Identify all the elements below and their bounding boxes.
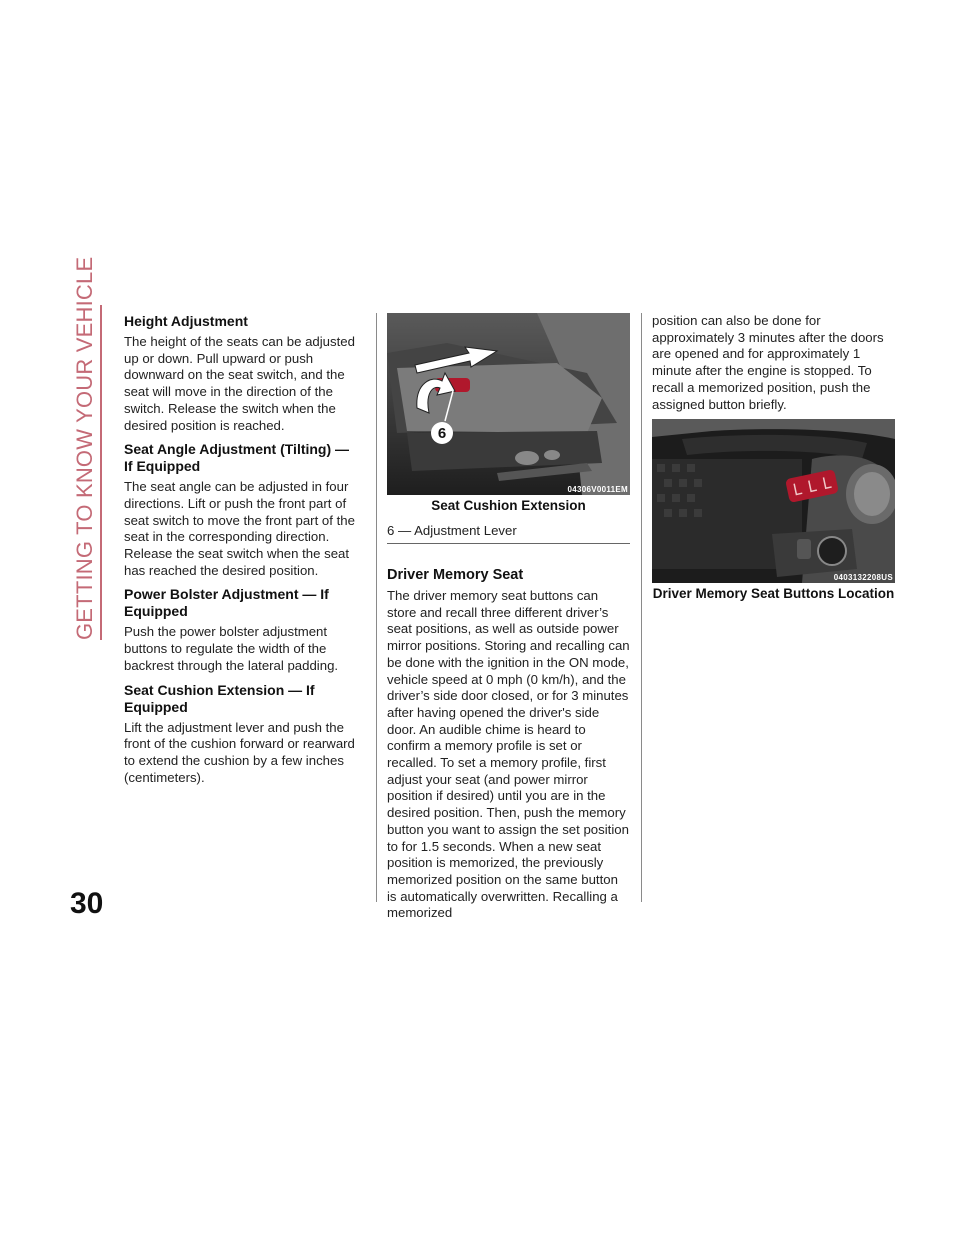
column-3 bbox=[652, 313, 895, 611]
memory-buttons-figure bbox=[652, 419, 895, 583]
paragraph-driver-memory-seat: The driver memory seat buttons can store and recall three different driver’s seat positions, as well as outside power mirror positions. Storing and recalling can be done with the ignition in the ON mode, vehicle speed at 0 mph (0 km/h), and the driver’s side door closed, or for 3 minutes after having opened the driver's side door. An audible chime is heard to confirm a memory profile is set or recalled. To set a memory profile, first adjust your seat (and power mirror position if desired) until you are in the desired position. Then, push the memory button you want to assign the set position to for 1.5 seconds. When a new seat position is memorized, the previously memorized position on the same button is automatically overwritten. Recalling a memorized bbox=[387, 588, 630, 921]
paragraph-power-bolster: Push the power bolster adjustment buttons to regulate the width of the backrest through the lateral padding. bbox=[124, 624, 339, 673]
column-divider bbox=[641, 313, 642, 902]
heading-power-bolster: Power Bolster Adjustment — If Equipped bbox=[124, 586, 329, 620]
column-2 bbox=[387, 313, 630, 929]
figure-code: 0403132208US bbox=[833, 573, 893, 583]
paragraph-seat-angle: The seat angle can be adjusted in four directions. Lift or push the front part of seat switch to move the front part of the seat in the corresponding direction. Release the seat switch when the seat has reached the desired position. bbox=[124, 479, 355, 578]
heading-cushion-extension: Seat Cushion Extension — If Equipped bbox=[124, 681, 315, 715]
paragraph-height-adjustment: The height of the seats can be adjusted up or down. Pull upward or push downward on the seat switch, and the seat will move in the direction of the switch. Release the switch when the desired position is reached. bbox=[124, 334, 355, 433]
side-accent-rule bbox=[100, 305, 102, 640]
heading-height-adjustment: Height Adjustment bbox=[124, 313, 248, 329]
heading-driver-memory-seat: Driver Memory Seat bbox=[387, 567, 524, 583]
figure-legend: 6 — Adjustment Lever bbox=[387, 523, 630, 544]
figure-code: 04306V0011EM bbox=[567, 485, 628, 494]
column-1 bbox=[124, 313, 356, 793]
heading-seat-angle: Seat Angle Adjustment (Tilting) — If Equipped bbox=[124, 441, 350, 475]
seat-cushion-figure bbox=[387, 313, 630, 495]
figure-caption: Driver Memory Seat Buttons Location bbox=[652, 586, 895, 602]
paragraph-memory-continued: position can also be done for approximately 3 minutes after the doors are opened and for approximately 1 minute after the engine is stopped. To recall a memorized position, push the assigned button briefly. bbox=[652, 313, 884, 412]
page-number: 30 bbox=[70, 887, 104, 920]
paragraph-cushion-extension: Lift the adjustment lever and push the front of the cushion forward or rearward to extend the cushion by a few inches (centimeters). bbox=[124, 719, 355, 785]
column-divider bbox=[376, 313, 377, 902]
callout-number: 6 bbox=[437, 425, 447, 442]
figure-caption: Seat Cushion Extension bbox=[431, 498, 586, 513]
memory-buttons-illustration bbox=[652, 419, 895, 583]
section-side-title: GETTING TO KNOW YOUR VEHICLE bbox=[72, 256, 97, 640]
seat-cushion-illustration bbox=[387, 313, 630, 495]
